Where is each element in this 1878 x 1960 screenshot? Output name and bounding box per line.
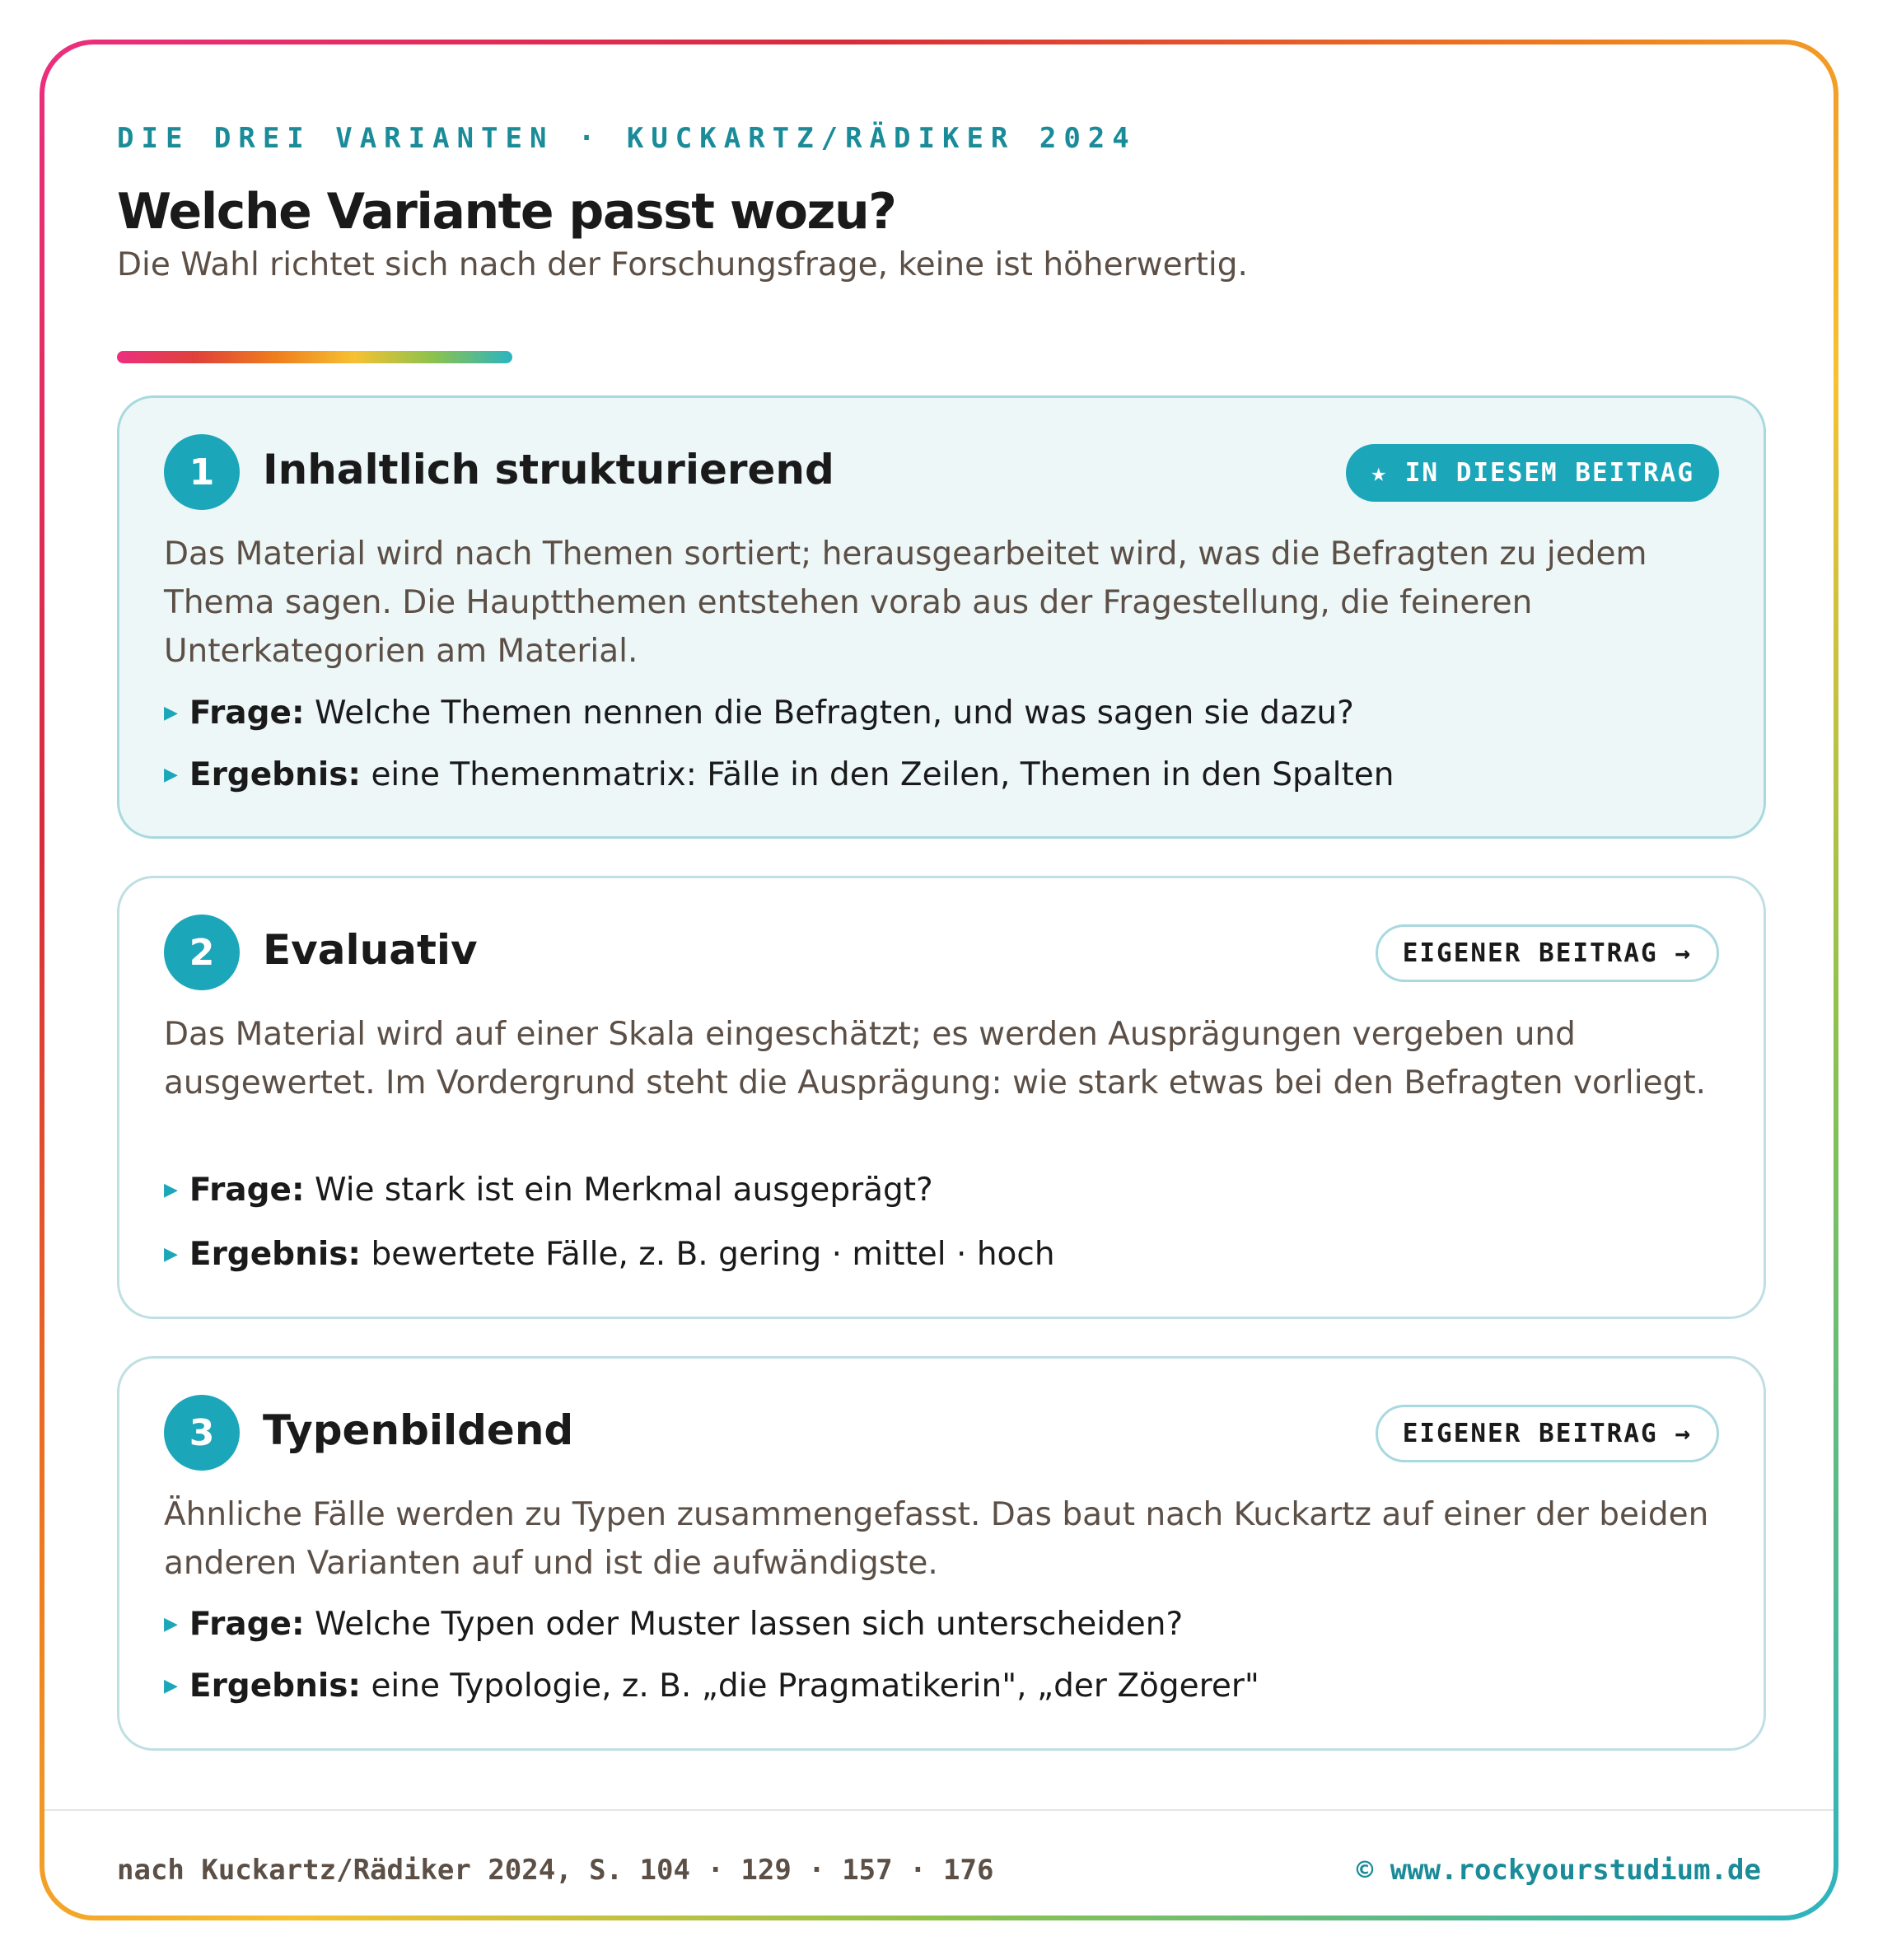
question-text: Welche Themen nennen die Befragten, und was sagen sie dazu? <box>315 695 1354 732</box>
triangle-right-icon: ▶ <box>164 1180 178 1200</box>
result-bullet <box>164 1668 1729 1705</box>
variant-description: Das Material wird auf einer Skala eingeschätzt; es werden Ausprägungen vergeben und ausgewertet. Im Vordergrund steht die Ausprägung: wie stark etwas bei den Befragten vorliegt. <box>164 1016 1707 1102</box>
triangle-right-icon: ▶ <box>164 1244 178 1265</box>
in-this-post-badge: ★ IN DIESEM BEITRAG <box>1346 444 1719 502</box>
variant-title: Typenbildend <box>263 1406 574 1454</box>
website-link[interactable]: © www.rockyourstudium.de <box>1356 1854 1761 1887</box>
triangle-right-icon: ▶ <box>164 1676 178 1696</box>
question-label: Frage: <box>189 1172 305 1209</box>
triangle-right-icon: ▶ <box>164 703 178 723</box>
triangle-right-icon: ▶ <box>164 1614 178 1635</box>
result-text: eine Themenmatrix: Fälle in den Zeilen, Themen in den Spalten <box>371 756 1394 793</box>
own-post-link[interactable]: EIGENER BEITRAG → <box>1376 1405 1719 1462</box>
question-bullet <box>164 1606 1729 1643</box>
result-text: eine Typologie, z. B. „die Pragmatikerin", „der Zögerer" <box>371 1668 1259 1705</box>
source-citation: nach Kuckartz/Rädiker 2024, S. 104 · 129 · 157 · 176 <box>117 1854 994 1887</box>
gradient-frame <box>40 40 1838 1920</box>
question-label: Frage: <box>189 695 305 732</box>
variant-description: Ähnliche Fälle werden zu Typen zusammengefasst. Das baut nach Kuckartz auf einer der beiden anderen Varianten auf und ist die aufwändigste. <box>164 1496 1709 1582</box>
result-text: bewertete Fälle, z. B. gering · mittel · hoch <box>371 1236 1055 1273</box>
variant-number-badge: 2 <box>164 915 240 990</box>
result-bullet <box>164 756 1729 793</box>
infographic-panel <box>44 44 1834 1916</box>
footer-divider <box>44 1809 1834 1811</box>
variant-card-2 <box>117 876 1766 1319</box>
question-text: Welche Typen oder Muster lassen sich unterscheiden? <box>315 1606 1184 1643</box>
variant-title: Inhaltlich strukturierend <box>263 446 834 494</box>
variant-card-1 <box>117 395 1766 839</box>
variant-description: Das Material wird nach Themen sortiert; herausgearbeitet wird, was die Befragten zu jedem Thema sagen. Die Hauptthemen entstehen vorab aus der Fragestellung, die feineren Unterkategorien am Material. <box>164 536 1647 670</box>
result-label: Ergebnis: <box>189 1236 362 1273</box>
result-label: Ergebnis: <box>189 1668 362 1705</box>
variant-number-badge: 1 <box>164 434 240 510</box>
variant-card-3 <box>117 1356 1766 1751</box>
question-bullet <box>164 695 1729 732</box>
page-subtitle: Die Wahl richtet sich nach der Forschungsfrage, keine ist höherwertig. <box>117 246 1248 283</box>
accent-gradient-bar <box>117 351 512 363</box>
triangle-right-icon: ▶ <box>164 765 178 785</box>
page-title: Welche Variante passt wozu? <box>117 183 896 241</box>
question-label: Frage: <box>189 1606 305 1643</box>
question-text: Wie stark ist ein Merkmal ausgeprägt? <box>315 1172 933 1209</box>
variant-title: Evaluativ <box>263 926 478 974</box>
question-bullet <box>164 1172 1729 1209</box>
kicker: DIE DREI VARIANTEN · KUCKARTZ/RÄDIKER 2024 <box>117 122 1137 155</box>
own-post-link[interactable]: EIGENER BEITRAG → <box>1376 924 1719 982</box>
result-bullet <box>164 1236 1729 1273</box>
variant-number-badge: 3 <box>164 1395 240 1471</box>
result-label: Ergebnis: <box>189 756 362 793</box>
